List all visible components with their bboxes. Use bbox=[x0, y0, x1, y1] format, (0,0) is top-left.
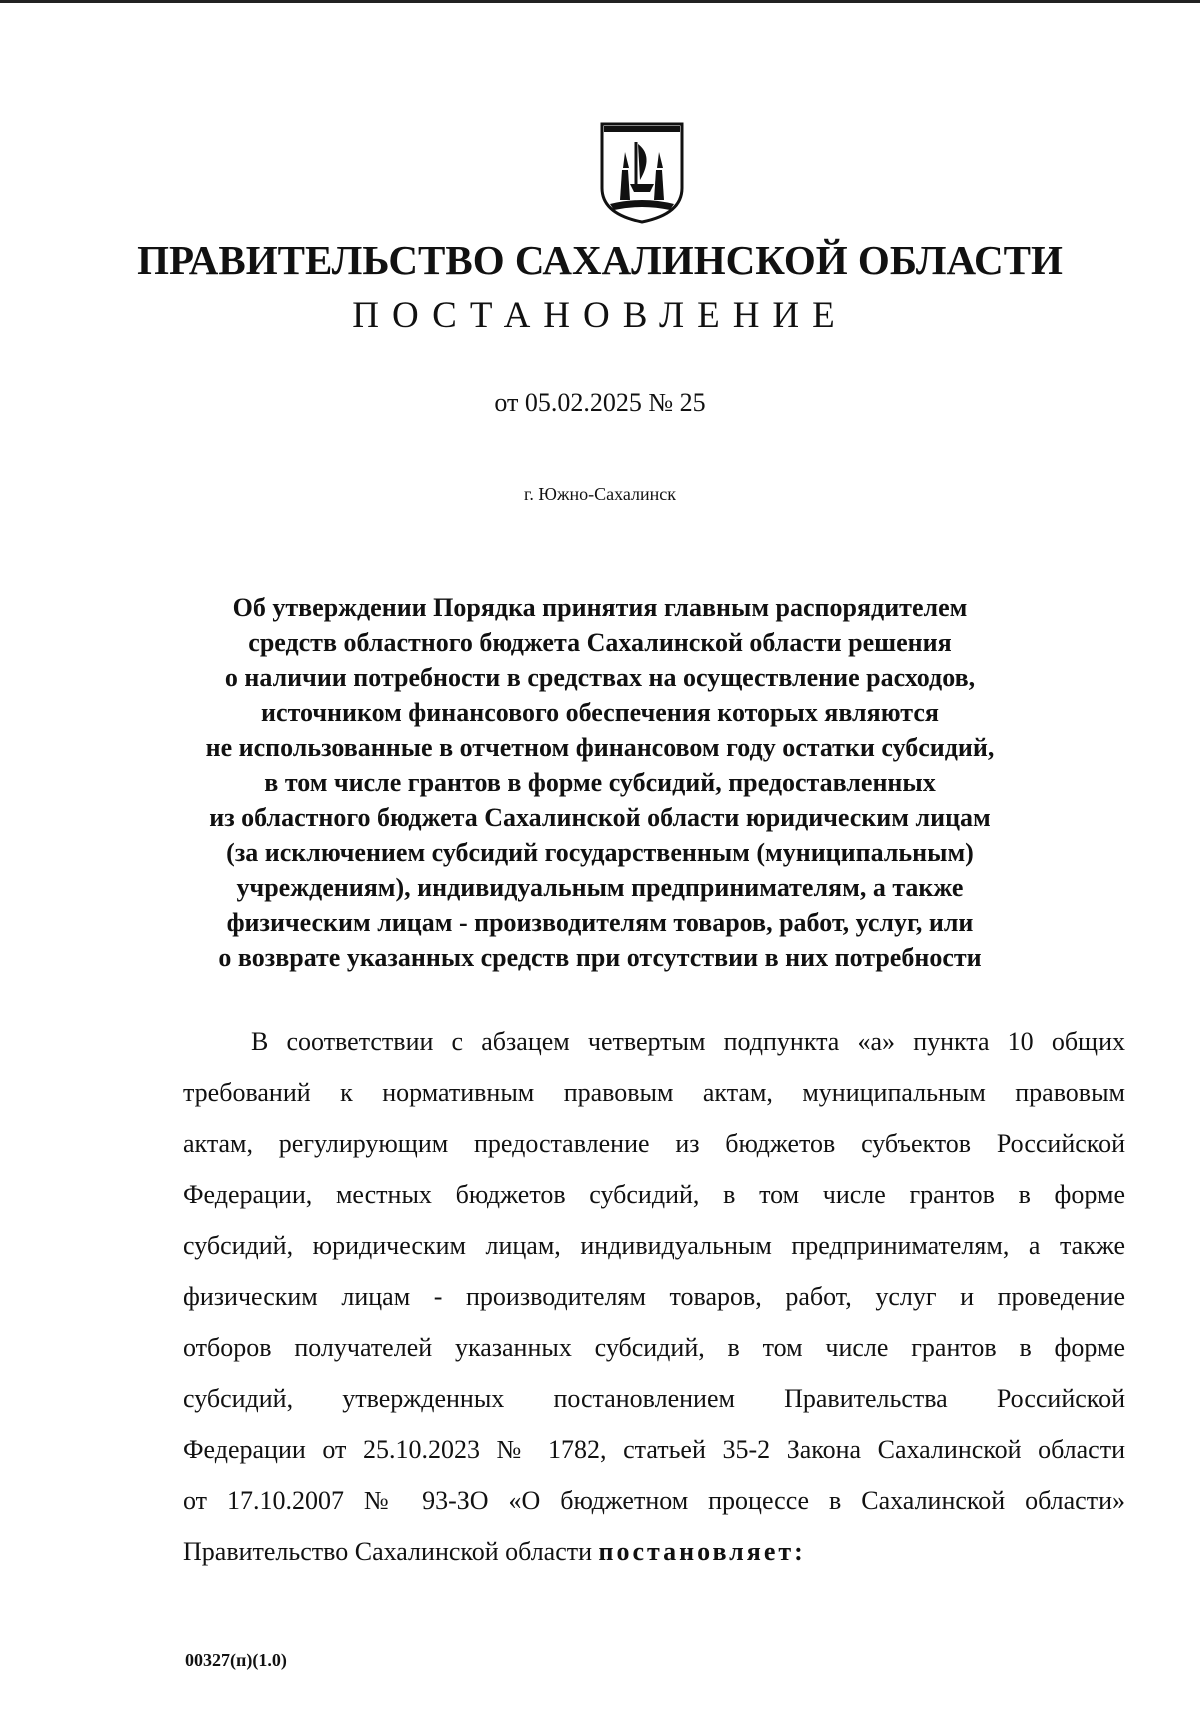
top-border-line bbox=[0, 0, 1200, 3]
body-line: субсидий, утвержденных постановлением Правительства Российской bbox=[183, 1384, 1125, 1413]
subject-line: учреждениям), индивидуальным предпринимателям, а также bbox=[236, 873, 964, 902]
subject-line: Об утверждении Порядка принятия главным распорядителем bbox=[232, 593, 968, 622]
subject-line: из областного бюджета Сахалинской области юридическим лицам bbox=[209, 803, 991, 832]
body-line: актам, регулирующим предоставление из бюджетов субъектов Российской bbox=[183, 1129, 1125, 1158]
body-line: Федерации от 25.10.2023 № 1782, статьей 35-2 Закона Сахалинской области bbox=[183, 1435, 1125, 1464]
body-line: физическим лицам - производителям товаров, работ, услуг и проведение bbox=[183, 1282, 1125, 1311]
subject-line: средств областного бюджета Сахалинской области решения bbox=[248, 628, 952, 657]
body-line: В соответствии с абзацем четвертым подпункта «а» пункта 10 общих bbox=[251, 1027, 1125, 1056]
preamble-paragraph bbox=[183, 1016, 1125, 1577]
subject-line: источником финансового обеспечения которых являются bbox=[261, 698, 939, 727]
document-type: ПОСТАНОВЛЕНИЕ bbox=[352, 295, 848, 336]
body-line-prefix: Правительство Сахалинской области bbox=[183, 1537, 593, 1566]
subject-line: (за исключением субсидий государственным (муниципальным) bbox=[226, 838, 974, 867]
body-line: отборов получателей указанных субсидий, в том числе грантов в форме bbox=[183, 1333, 1125, 1362]
subject-line: не использованные в отчетном финансовом году остатки субсидий, bbox=[205, 733, 995, 762]
subject-line: в том числе грантов в форме субсидий, предоставленных bbox=[264, 768, 936, 797]
document-place: г. Южно-Сахалинск bbox=[523, 484, 677, 504]
decree-word: постановляет: bbox=[598, 1537, 806, 1566]
organization-title: ПРАВИТЕЛЬСТВО САХАЛИНСКОЙ ОБЛАСТИ bbox=[137, 237, 1063, 283]
body-line: Федерации, местных бюджетов субсидий, в том числе грантов в форме bbox=[183, 1180, 1125, 1209]
body-line: требований к нормативным правовым актам, муниципальным правовым bbox=[183, 1078, 1125, 1107]
subject-line: физическим лицам - производителям товаров, работ, услуг, или bbox=[226, 908, 974, 937]
form-code: 00327(п)(1.0) bbox=[185, 1650, 287, 1670]
document-date-number: от 05.02.2025 № 25 bbox=[494, 388, 706, 417]
subject-line: о возврате указанных средств при отсутствии в них потребности bbox=[218, 943, 982, 972]
body-line: от 17.10.2007 № 93-ЗО «О бюджетном процессе в Сахалинской области» bbox=[183, 1486, 1125, 1515]
subject-line: о наличии потребности в средствах на осуществление расходов, bbox=[224, 663, 976, 692]
coat-of-arms-icon bbox=[596, 122, 688, 224]
document-subject bbox=[150, 590, 1050, 975]
body-line-final bbox=[183, 1526, 1125, 1577]
body-line: субсидий, юридическим лицам, индивидуальным предпринимателям, а также bbox=[183, 1231, 1125, 1260]
